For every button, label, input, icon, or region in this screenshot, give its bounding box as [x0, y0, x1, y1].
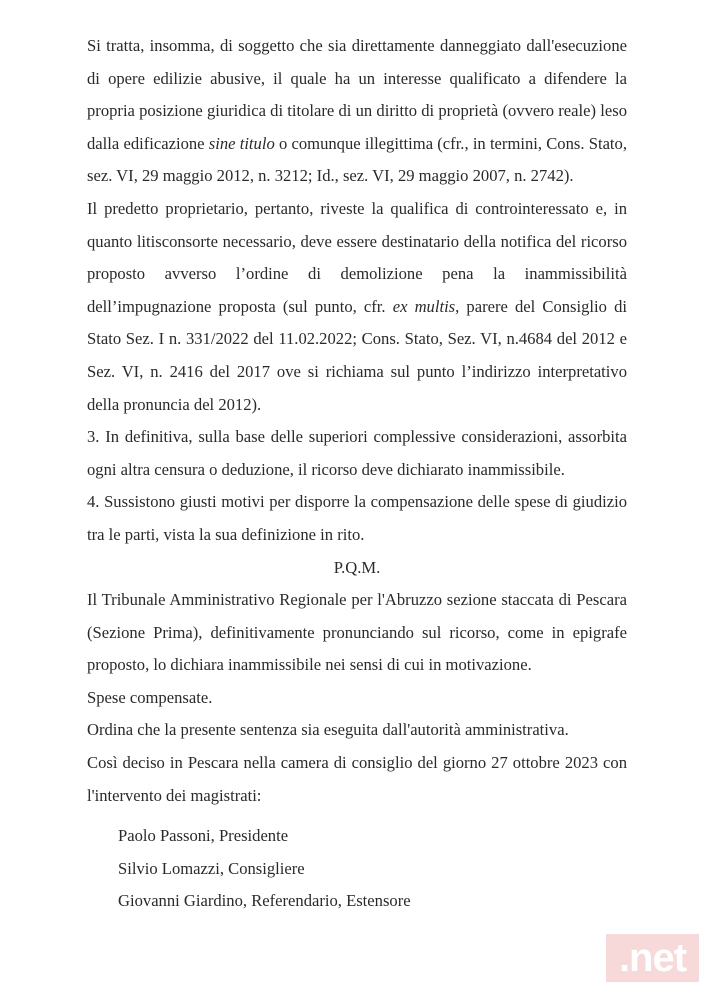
paragraph-1-text-b: o comunque illegittima (cfr., in termini, Cons. Stato, sez. VI, 29 maggio 2012, n. 3212; Id., sez. VI, 29 maggio 2007, n. 2742).: [87, 133, 627, 186]
paragraph-2-italic-term: ex multis: [392, 296, 456, 316]
paragraph-1-italic-term: sine titulo: [208, 133, 275, 153]
paragraph-2-text-b: , parere del Consiglio di Stato Sez. I n. 331/2022 del 11.02.2022; Cons. Stato, Sez. VI, n.4684 del 2012 e Sez. VI, n. 2416 del 2017 ove si richiama sul punto l’indirizzo interpretativo della pronuncia del 2012).: [87, 296, 627, 414]
paragraph-4: 4. Sussistono giusti motivi per disporre la compensazione delle spese di giudizio tra le parti, vista la sua definizione in rito.: [87, 492, 627, 544]
document-page: [87, 30, 627, 918]
paragraph-5: Il Tribunale Amministrativo Regionale per l'Abruzzo sezione staccata di Pescara (Sezione Prima), definitivamente pronunciando sul ricorso, come in epigrafe proposto, lo dichiara inammissibile nei sensi di cui in motivazione.: [87, 590, 627, 675]
paragraph-1-text-a: Si tratta, insomma, di soggetto che sia direttamente danneggiato dall'esecuzione di opere edilizie abusive, il quale ha un interesse qualificato a difendere la propria posizione giuridica di titolare di un diritto di proprietà (ovvero reale) leso dalla edificazione: [87, 36, 627, 153]
signature-spacer: [87, 812, 627, 820]
paragraph-7: Ordina che la presente sentenza sia eseguita dall'autorità amministrativa.: [87, 720, 569, 740]
paragraph-2-text-a: Il predetto proprietario, pertanto, riveste la qualifica di controinteressato e, in quanto litisconsorte necessario, deve essere destinatario della notifica del ricorso proposto avverso l’ordine di demolizione pena la inammissibilità dell’impugnazione proposta (sul punto, cfr.: [87, 198, 627, 316]
paragraph-3: 3. In definitiva, sulla base delle superiori complessive considerazioni, assorbita ogni altra censura o deduzione, il ricorso deve dichiarato inammissibile.: [87, 427, 627, 479]
section-heading-pqm: P.Q.M.: [333, 557, 381, 577]
signatory-3: Giovanni Giardino, Referendario, Estensore: [118, 891, 411, 911]
signatory-2: Silvio Lomazzi, Consigliere: [118, 858, 305, 878]
watermark-logo: .net: [606, 934, 699, 982]
paragraph-2: [87, 193, 627, 421]
paragraph-6: Spese compensate.: [87, 687, 213, 707]
paragraph-1: [87, 30, 627, 193]
paragraph-8: Così deciso in Pescara nella camera di consiglio del giorno 27 ottobre 2023 con l'intervento dei magistrati:: [87, 753, 627, 805]
signatory-1: Paolo Passoni, Presidente: [118, 826, 289, 846]
